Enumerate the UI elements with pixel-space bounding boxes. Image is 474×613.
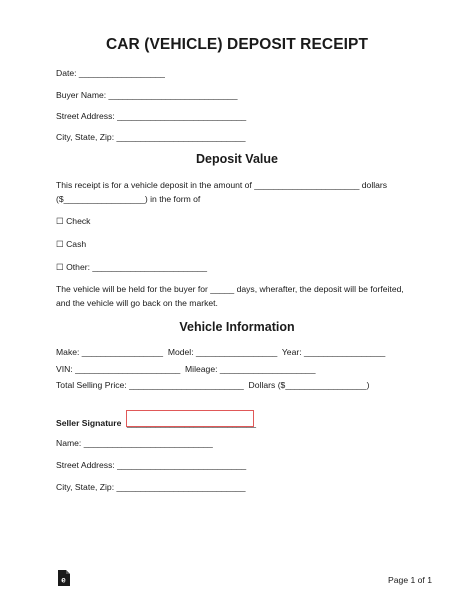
seller-name-field[interactable]: Name: ___________________________ (56, 438, 213, 448)
make-model-year-fields[interactable]: Make: _________________ Model: _________________ Year: _________________ (56, 347, 386, 357)
buyer-name-field[interactable]: Buyer Name: ___________________________ (56, 90, 238, 100)
hold-period-continued: and the vehicle will go back on the market. (56, 298, 218, 308)
seller-signature-label: Seller Signature (56, 418, 122, 428)
eforms-logo-icon (57, 570, 70, 586)
cash-option-checkbox[interactable]: ☐ Cash (56, 239, 87, 249)
deposit-amount-numeric-line[interactable]: ($_________________) in the form of (56, 194, 201, 204)
svg-text:e: e (61, 575, 66, 585)
hold-period-line[interactable]: The vehicle will be held for the buyer for _____ days, wherafter, the deposit will be forfeited, (56, 284, 404, 294)
page-number: Page 1 of 1 (388, 575, 432, 585)
date-field[interactable]: Date: __________________ (56, 68, 165, 78)
total-selling-price-field[interactable]: Total Selling Price: ________________________ Dollars ($_________________) (56, 380, 370, 390)
vehicle-information-heading: Vehicle Information (179, 320, 295, 334)
other-option-checkbox[interactable]: ☐ Other: ________________________ (56, 262, 208, 272)
buyer-city-state-zip-field[interactable]: City, State, Zip: ___________________________ (56, 132, 246, 142)
seller-signature-box[interactable] (126, 410, 257, 428)
vin-mileage-fields[interactable]: VIN: ______________________ Mileage: ____________________ (56, 364, 316, 374)
seller-signature-line[interactable]: ___________________________ (127, 418, 257, 428)
seller-city-state-zip-field[interactable]: City, State, Zip: ___________________________ (56, 482, 246, 492)
check-option-checkbox[interactable]: ☐ Check (56, 216, 91, 226)
buyer-street-address-field[interactable]: Street Address: ___________________________ (56, 111, 247, 121)
document-title: CAR (VEHICLE) DEPOSIT RECEIPT (105, 36, 369, 53)
deposit-value-heading: Deposit Value (196, 152, 278, 166)
deposit-amount-line[interactable]: This receipt is for a vehicle deposit in the amount of ______________________ dollars (56, 180, 388, 190)
seller-street-address-field[interactable]: Street Address: ___________________________ (56, 460, 247, 470)
